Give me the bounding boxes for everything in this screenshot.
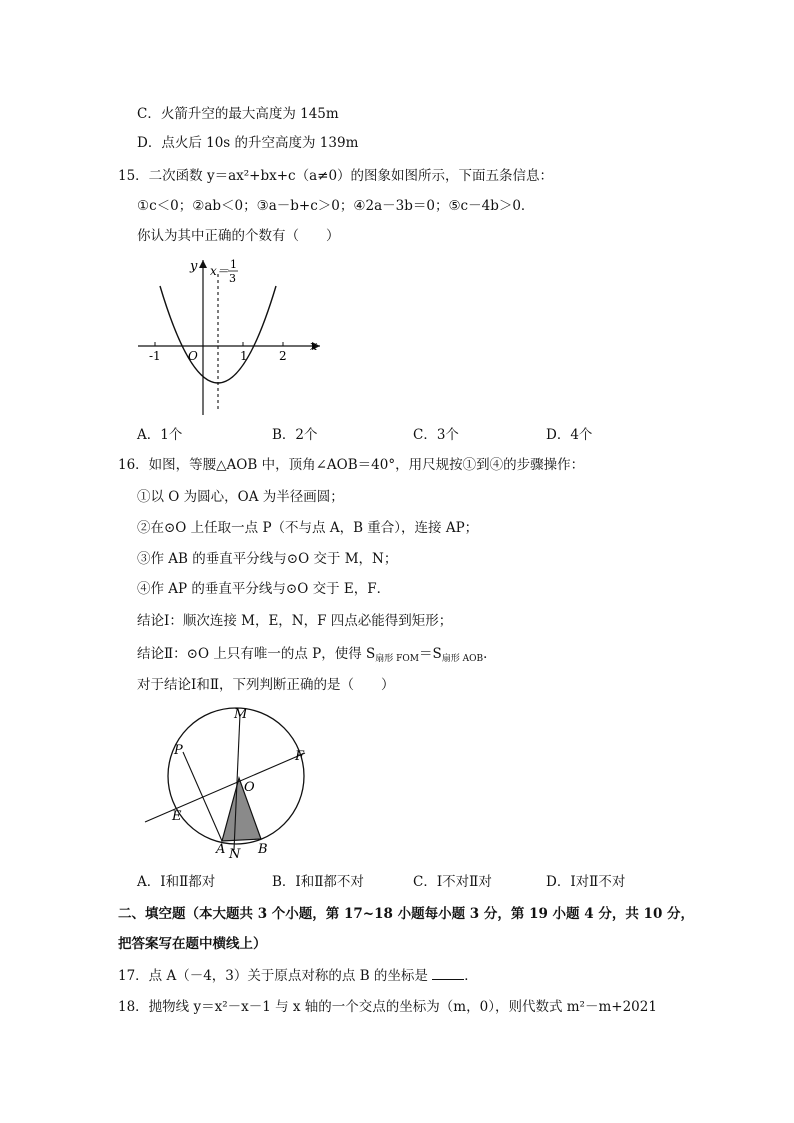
q15-option-d: D．4个 bbox=[546, 427, 593, 443]
q16-question: 对于结论Ⅰ和Ⅱ，下列判断正确的是（ ） bbox=[137, 677, 395, 693]
q16-option-c: C．Ⅰ不对Ⅱ对 bbox=[413, 874, 492, 890]
label-f: F bbox=[295, 749, 305, 764]
section-heading-line2: 把答案写在题中横线上） bbox=[118, 936, 267, 952]
q16-conclusion2: 结论Ⅱ：⊙O 上只有唯一的点 P，使得 $S_{扇形 FOM}=S_{扇形 AOB}$． bbox=[137, 646, 497, 664]
q16-option-d: D．Ⅰ对Ⅱ不对 bbox=[546, 874, 626, 890]
q15-option-c: C．3个 bbox=[413, 427, 459, 443]
q16-step1: ①以 O 为圆心，OA 为半径画圆； bbox=[137, 489, 344, 505]
q15-question: 你认为其中正确的个数有（ ） bbox=[137, 228, 340, 244]
q16-step4: ④作 AP 的垂直平分线与⊙O 交于 E，F． bbox=[137, 581, 391, 597]
q16-circle-figure bbox=[140, 700, 340, 870]
q16-step2: ②在⊙O 上任取一点 P（不与点 A，B 重合），连接 AP； bbox=[137, 520, 479, 536]
label-p: P bbox=[174, 743, 183, 758]
q14-option-c: C．火箭升空的最大高度为 145m bbox=[137, 106, 339, 122]
symmetry-denominator: 3 bbox=[229, 272, 236, 285]
tick-label-2: 2 bbox=[279, 349, 287, 363]
label-n: N bbox=[229, 847, 241, 862]
symmetry-label: x＝ bbox=[210, 264, 229, 278]
label-m: M bbox=[234, 707, 248, 722]
q15-info: ①c＜0；②ab＜0；③a－b+c＞0；④2a－3b＝0；⑤c－4b＞0． bbox=[137, 198, 535, 214]
q16-option-b: B．Ⅰ和Ⅱ都不对 bbox=[272, 874, 364, 890]
q15-stem: 15．二次函数 y＝ax²+bx+c（a≠0）的图象如图所示，下面五条信息： bbox=[118, 168, 554, 184]
q15-parabola-graph bbox=[130, 250, 330, 420]
tick-label-1: 1 bbox=[240, 349, 248, 363]
origin-label: O bbox=[188, 349, 198, 363]
q15-option-b: B．2个 bbox=[272, 427, 318, 443]
q15-option-a: A．1个 bbox=[137, 427, 183, 443]
symmetry-numerator: 1 bbox=[230, 258, 237, 271]
q18-text: 18．抛物线 y＝x²－x－1 与 x 轴的一个交点的坐标为（m，0），则代数式 m²－m+2021 bbox=[118, 999, 657, 1015]
triangle-aob bbox=[222, 778, 261, 841]
label-b: B bbox=[258, 842, 268, 857]
label-e: E bbox=[172, 809, 182, 824]
tick-label-neg1: -1 bbox=[149, 349, 161, 363]
label-a: A bbox=[216, 842, 226, 857]
q16-step3: ③作 AB 的垂直平分线与⊙O 交于 M，N； bbox=[137, 551, 398, 567]
q16-stem: 16．如图，等腰△AOB 中，顶角∠AOB＝40°，用尺规按①到④的步骤操作： bbox=[118, 457, 585, 473]
section-heading-line1: 二、填空题（本大题共 3 个小题，第 17~18 小题每小题 3 分，第 19 小题 4 分，共 10 分， bbox=[118, 906, 695, 922]
label-o: O bbox=[244, 780, 255, 795]
q16-conclusion1: 结论Ⅰ：顺次连接 M，E，N，F 四点必能得到矩形； bbox=[137, 613, 453, 629]
q17-answer-blank[interactable] bbox=[432, 967, 464, 980]
x-axis-label: x bbox=[310, 339, 318, 354]
q17-text: 17．点 A（－4，3）关于原点对称的点 B 的坐标是 ． bbox=[118, 968, 478, 984]
y-axis-label: y bbox=[190, 259, 198, 274]
q16-option-a: A．Ⅰ和Ⅱ都对 bbox=[137, 874, 216, 890]
q14-option-d: D．点火后 10s 的升空高度为 139m bbox=[137, 135, 359, 151]
